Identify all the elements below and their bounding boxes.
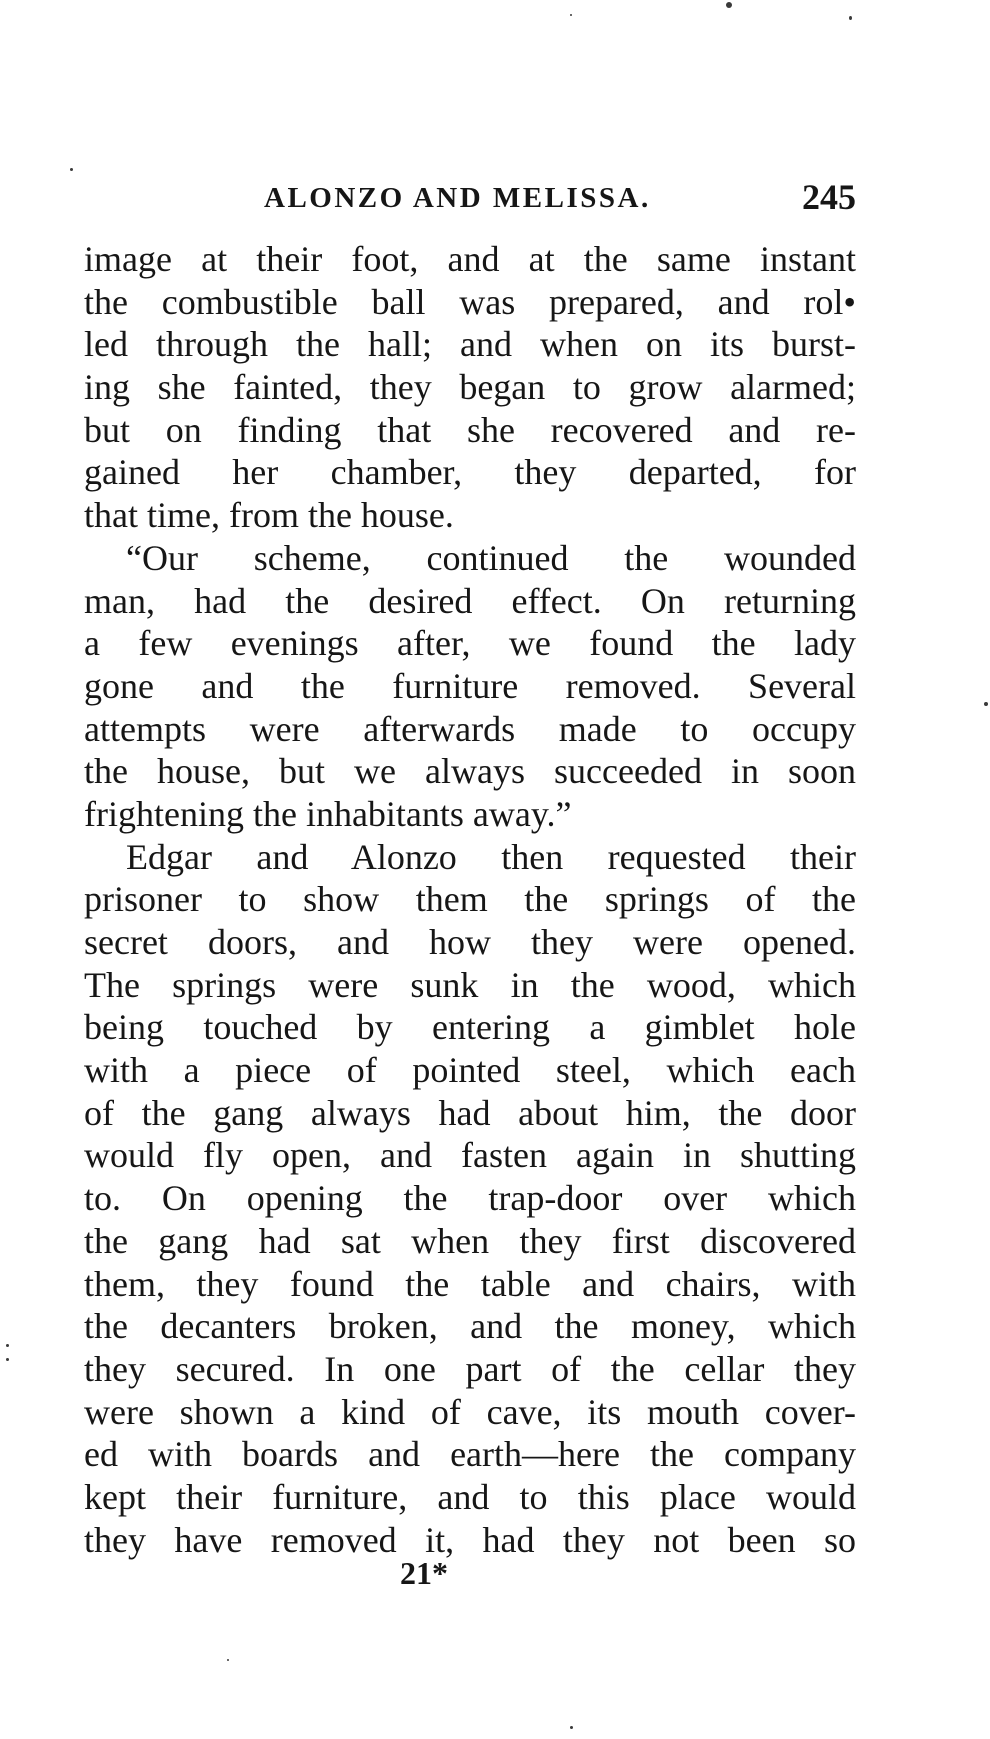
text-line: but on finding that she recovered and re- [84,409,856,450]
text-line: gained her chamber, they departed, for [84,452,856,493]
text-line: the combustible ball was prepared, and rol• [84,281,856,322]
scan-speck [70,168,73,171]
scan-speck [6,1344,9,1347]
text-line: frightening the inhabitants away.” [84,793,572,834]
text-line: “Our scheme, continued the wounded [126,537,856,578]
text-line: gone and the furniture removed. Several [84,665,856,706]
scan-speck [570,14,572,16]
scan-speck [227,1659,229,1661]
scan-speck [570,1726,573,1729]
scan-speck [984,702,988,706]
text-line: with a piece of pointed steel, which each [84,1050,856,1091]
text-line: secret doors, and how they were opened. [84,922,856,962]
running-head [84,178,856,224]
text-line: prisoner to show them the springs of the [84,879,856,920]
text-line: the decanters broken, and the money, which [84,1306,856,1347]
scan-speck [726,2,732,8]
text-line: image at their foot, and at the same instant [84,239,856,279]
page-number: 245 [802,177,856,217]
text-line: The springs were sunk in the wood, which [84,964,856,1005]
text-line: kept their furniture, and to this place would [84,1476,856,1517]
text-line: them, they found the table and chairs, with [84,1263,856,1304]
text-line: to. On opening the trap-door over which [84,1178,856,1219]
text-line: that time, from the house. [84,495,454,536]
running-title: ALONZO AND MELISSA. [264,182,651,214]
text-line: man, had the desired effect. On returning [84,580,856,621]
text-line: would fly open, and fasten again in shutting [84,1135,856,1176]
text-line: being touched by entering a gimblet hole [84,1007,856,1048]
body-text [84,238,856,1561]
text-line: attempts were afterwards made to occupy [84,708,856,749]
text-line: they have removed it, had they not been so [84,1519,856,1560]
text-line: of the gang always had about him, the door [84,1092,856,1133]
text-line: Edgar and Alonzo then requested their [126,836,856,877]
scan-speck [6,1358,9,1361]
signature-mark: 21* [400,1555,448,1591]
text-line: led through the hall; and when on its burst- [84,324,856,365]
text-line: were shown a kind of cave, its mouth cover- [84,1391,856,1432]
text-line: a few evenings after, we found the lady [84,623,856,664]
text-line: the gang had sat when they first discovered [84,1220,856,1261]
text-line: the house, but we always succeeded in soon [84,751,856,792]
text-line: ing she fainted, they began to grow alarmed; [84,367,856,408]
scan-speck [849,16,852,20]
text-line: they secured. In one part of the cellar they [84,1348,856,1389]
text-line: ed with boards and earth—here the company [84,1434,856,1475]
